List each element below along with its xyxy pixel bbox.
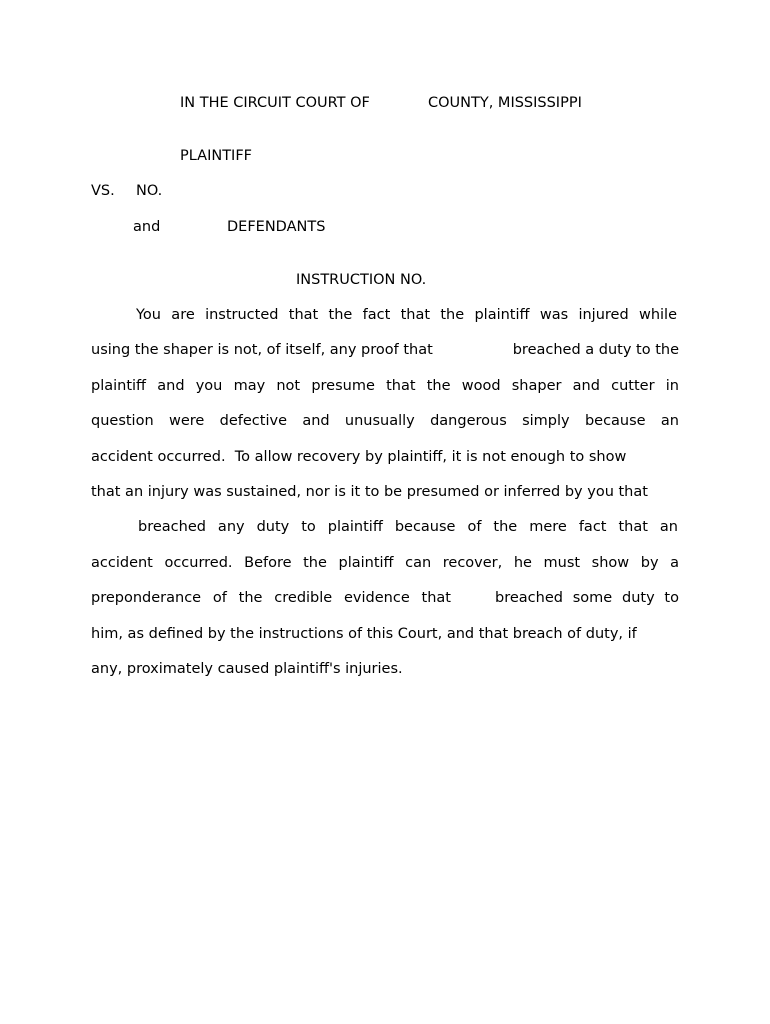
and-label: and (133, 219, 161, 235)
case-number-label: NO. (136, 183, 163, 199)
instruction-line (136, 306, 677, 324)
defendants-label: DEFENDANTS (227, 219, 326, 235)
instruction-line (91, 341, 679, 359)
instruction-line (91, 448, 679, 466)
instruction-line-text: preponderance of the credible evidence that (91, 590, 451, 606)
instruction-line-text: accident occurred. To allow recovery by plaintiff, it is not enough to show (91, 449, 627, 465)
instruction-line-text: You are instructed that the fact that the plaintiff was injured while (136, 307, 677, 323)
versus-label: VS. (91, 183, 115, 199)
court-county-suffix: COUNTY, MISSISSIPPI (428, 95, 582, 111)
instruction-line (138, 518, 678, 536)
court-name-prefix: IN THE CIRCUIT COURT OF (180, 95, 370, 111)
instruction-line-text: breached a duty to the (512, 342, 679, 358)
instruction-line-text: breached any duty to plaintiff because of the mere fact that an (138, 519, 678, 535)
instruction-line-text: that an injury was sustained, nor is it to be presumed or inferred by you that (91, 484, 648, 500)
instruction-heading: INSTRUCTION NO. (296, 272, 427, 288)
instruction-line-text: breached some duty to (495, 590, 679, 606)
instruction-line-text: using the shaper is not, of itself, any proof that (91, 342, 433, 358)
instruction-line (91, 483, 679, 501)
instruction-line-text: accident occurred. Before the plaintiff can recover, he must show by a (91, 555, 679, 571)
instruction-line (91, 554, 679, 572)
instruction-line-text: him, as defined by the instructions of this Court, and that breach of duty, if (91, 626, 637, 642)
instruction-line-text: question were defective and unusually dangerous simply because an (91, 413, 679, 429)
instruction-line (91, 625, 679, 643)
instruction-line-final: any, proximately caused plaintiff's injuries. (91, 661, 403, 677)
instruction-line (91, 377, 679, 395)
plaintiff-label: PLAINTIFF (180, 148, 253, 164)
instruction-line-text: plaintiff and you may not presume that the wood shaper and cutter in (91, 378, 679, 394)
instruction-line (91, 412, 679, 430)
instruction-line (91, 589, 679, 607)
